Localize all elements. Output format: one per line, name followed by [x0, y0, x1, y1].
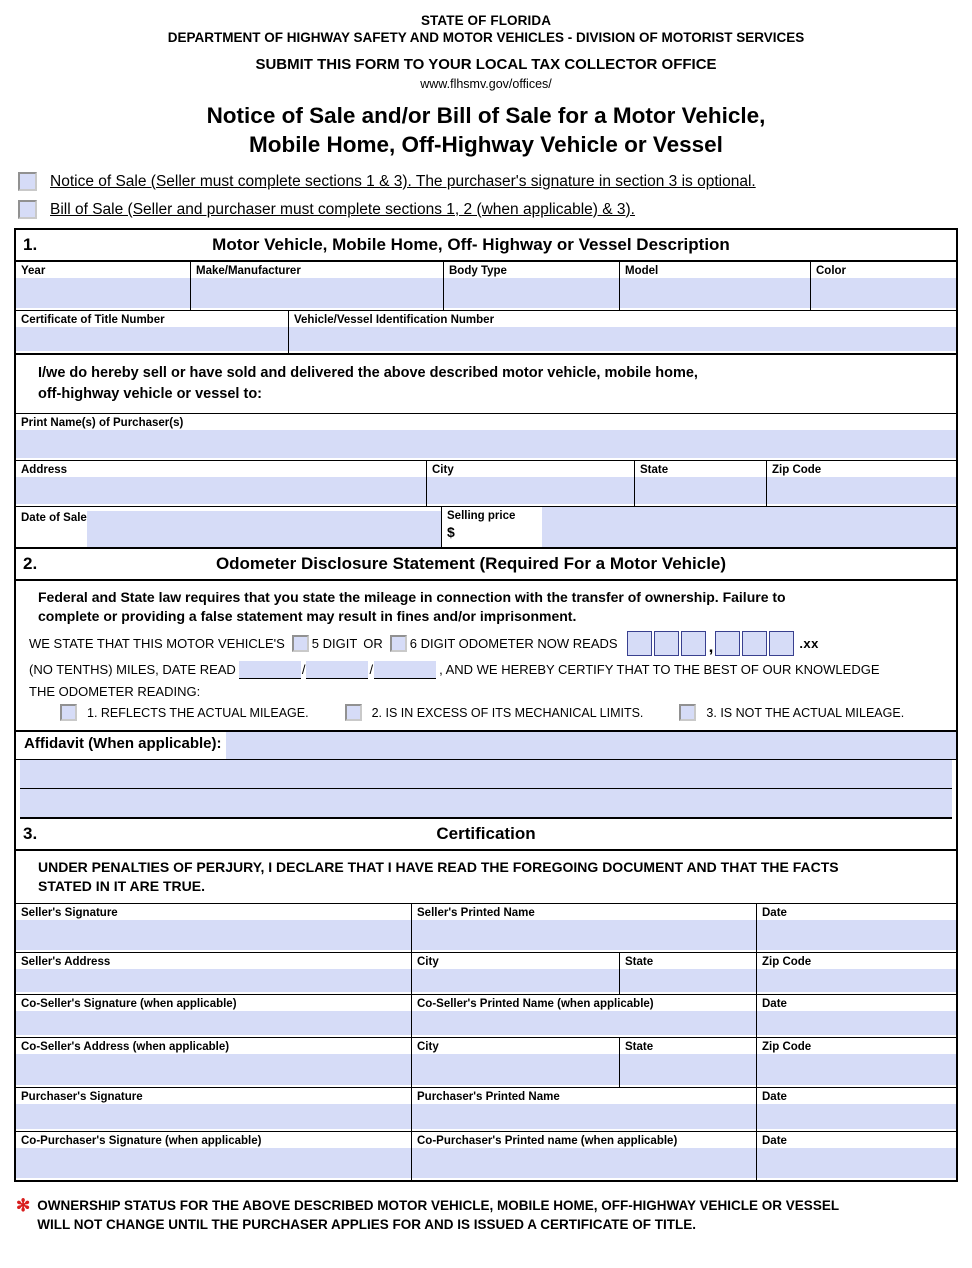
field-seller-signature-input[interactable]: [16, 920, 411, 950]
field-make-label: Make/Manufacturer: [196, 265, 301, 277]
field-copurchaser-signature-label: Co-Purchaser's Signature (when applicable): [21, 1135, 262, 1147]
footer-text: [37, 1196, 839, 1234]
field-seller-state-input[interactable]: [620, 969, 756, 992]
field-purchaser-names-input[interactable]: [16, 430, 956, 458]
date-read-year-input[interactable]: [374, 661, 436, 679]
label-6-digit: 6 DIGIT ODOMETER NOW READS: [409, 635, 618, 651]
odometer-digit-box[interactable]: [654, 631, 679, 656]
field-vin-input[interactable]: [289, 327, 956, 351]
odometer-disclosure-body: [16, 581, 956, 732]
footer-line2: WILL NOT CHANGE UNTIL THE PURCHASER APPLIES FOR AND IS ISSUED A CERTIFICATE OF TITLE.: [37, 1217, 697, 1232]
field-model-input[interactable]: [620, 278, 810, 308]
date-read-day-input[interactable]: [306, 661, 368, 679]
purchaser-names-row: [16, 414, 956, 461]
field-purchaser-printed-name-label: Purchaser's Printed Name: [417, 1091, 560, 1103]
page-title-line1: Notice of Sale and/or Bill of Sale for a Motor Vehicle,: [206, 103, 766, 128]
field-seller-date[interactable]: [757, 904, 956, 952]
field-coseller-city-input[interactable]: [412, 1054, 619, 1085]
field-coseller-state-input[interactable]: [620, 1054, 756, 1085]
field-coseller-address[interactable]: [16, 1038, 412, 1087]
perjury-statement-line2: STATED IN IT ARE TRUE.: [38, 878, 205, 894]
odometer-digit-box[interactable]: [769, 631, 794, 656]
field-seller-state-label: State: [625, 956, 654, 968]
field-coseller-printed-name-input[interactable]: [412, 1011, 756, 1035]
checkbox-not-actual-mileage[interactable]: [679, 704, 696, 721]
sell-statement: [16, 355, 956, 414]
checkbox-actual-mileage[interactable]: [60, 704, 77, 721]
field-seller-signature-label: Seller's Signature: [21, 907, 118, 919]
field-seller-zip[interactable]: [757, 953, 956, 994]
form-body: [14, 228, 958, 1182]
field-seller-address-label: Seller's Address: [21, 956, 111, 968]
date-read-month-input[interactable]: [239, 661, 301, 679]
field-selling-price-labelgroup: [442, 507, 542, 547]
odometer-decimal: .xx: [799, 635, 819, 651]
field-purchaser-city-input[interactable]: [427, 477, 634, 504]
field-date-of-sale[interactable]: [16, 507, 442, 547]
field-copurchaser-printed-name-label: Co-Purchaser's Printed name (when applicable): [417, 1135, 678, 1147]
section-1-header: [16, 230, 956, 262]
affidavit-line-3[interactable]: [20, 789, 952, 819]
odometer-digit-boxes: [627, 631, 819, 656]
field-copurchaser-date[interactable]: [757, 1132, 956, 1180]
field-seller-signature[interactable]: [16, 904, 412, 952]
field-purchaser-zip-input[interactable]: [767, 477, 956, 504]
tenths-lead-label: (NO TENTHS) MILES, DATE READ: [29, 662, 236, 677]
affidavit-row: [16, 732, 956, 760]
submit-instruction: SUBMIT THIS FORM TO YOUR LOCAL TAX COLLECTOR OFFICE: [255, 56, 717, 73]
field-vin-label: Vehicle/Vessel Identification Number: [294, 314, 495, 326]
agency-url: www.flhsmv.gov/offices/: [420, 77, 552, 91]
field-seller-state[interactable]: [620, 953, 757, 994]
perjury-statement-line1: UNDER PENALTIES OF PERJURY, I DECLARE THAT I HAVE READ THE FOREGOING DOCUMENT AND THAT THE FACTS: [38, 859, 839, 875]
field-coseller-state[interactable]: [620, 1038, 757, 1087]
affidavit-line-2[interactable]: [20, 760, 952, 789]
page-title: [0, 101, 972, 159]
tenths-tail-label: , AND WE HEREBY CERTIFY THAT TO THE BEST OF OUR KNOWLEDGE: [439, 662, 880, 677]
field-selling-price[interactable]: [442, 507, 956, 547]
section-3-header: [16, 819, 956, 851]
field-make[interactable]: [191, 262, 444, 310]
field-color-input[interactable]: [811, 278, 956, 308]
odometer-statement-line: [26, 631, 946, 656]
field-color[interactable]: [811, 262, 956, 310]
field-coseller-address-label: Co-Seller's Address (when applicable): [21, 1041, 230, 1053]
field-purchaser-printed-name[interactable]: [412, 1088, 757, 1131]
field-purchaser-date[interactable]: [757, 1088, 956, 1131]
form-type-option-label: Notice of Sale (Seller must complete sections 1 & 3). The purchaser's signature in section 3 is optional.: [50, 172, 756, 190]
field-coseller-signature[interactable]: [16, 995, 412, 1037]
field-purchaser-names-label: Print Name(s) of Purchaser(s): [21, 417, 184, 429]
form-type-option-notice-of-sale[interactable]: [18, 172, 972, 191]
field-vin[interactable]: [289, 311, 956, 353]
field-color-label: Color: [816, 265, 847, 277]
field-purchaser-date-input[interactable]: [757, 1104, 956, 1129]
footer-note: [16, 1196, 956, 1234]
field-copurchaser-printed-name[interactable]: [412, 1132, 757, 1180]
seller-address-row: [16, 953, 956, 995]
odometer-reading-label: THE ODOMETER READING:: [29, 684, 201, 699]
field-coseller-date-input[interactable]: [757, 1011, 956, 1035]
field-coseller-zip[interactable]: [757, 1038, 956, 1087]
field-seller-date-label: Date: [762, 907, 787, 919]
checkbox-6-digit[interactable]: [390, 635, 407, 652]
form-type-option-bill-of-sale[interactable]: [18, 200, 972, 219]
field-purchaser-address-input[interactable]: [16, 477, 426, 504]
field-purchaser-state-input[interactable]: [635, 477, 766, 504]
field-coseller-address-input[interactable]: [16, 1054, 411, 1085]
odometer-option-label: 1. REFLECTS THE ACTUAL MILEAGE.: [87, 705, 309, 720]
seller-signature-row: [16, 904, 956, 953]
odometer-option-mechanical-limits[interactable]: [335, 704, 644, 721]
affidavit-label: Affidavit (When applicable):: [24, 735, 222, 752]
field-coseller-signature-input[interactable]: [16, 1011, 411, 1035]
field-date-of-sale-input[interactable]: [87, 511, 441, 547]
coseller-signature-row: [16, 995, 956, 1038]
form-type-options: [0, 172, 972, 219]
field-seller-printed-name[interactable]: [412, 904, 757, 952]
field-selling-price-input[interactable]: [542, 507, 956, 547]
field-copurchaser-signature[interactable]: [16, 1132, 412, 1180]
odometer-intro-line1: Federal and State law requires that you state the mileage in connection with the transfer of ownership. Failure to: [38, 589, 786, 605]
field-certificate-of-title-number[interactable]: [16, 311, 289, 353]
odometer-date-read-line: [26, 661, 946, 679]
coseller-address-row: [16, 1038, 956, 1088]
section-2-number: 2.: [23, 554, 38, 573]
field-certificate-of-title-number-input[interactable]: [16, 327, 288, 351]
odometer-digit-box[interactable]: [715, 631, 740, 656]
page-title-line2: Mobile Home, Off-Highway Vehicle or Vessel: [249, 132, 723, 157]
field-purchaser-city[interactable]: [427, 461, 635, 506]
checkbox-notice-of-sale[interactable]: [18, 172, 37, 191]
purchaser-signature-row: [16, 1088, 956, 1132]
field-purchaser-date-label: Date: [762, 1091, 787, 1103]
field-copurchaser-signature-input[interactable]: [16, 1148, 411, 1178]
field-body-type[interactable]: [444, 262, 620, 310]
field-coseller-city[interactable]: [412, 1038, 620, 1087]
field-purchaser-names[interactable]: [16, 414, 956, 460]
field-model[interactable]: [620, 262, 811, 310]
field-seller-city-label: City: [417, 956, 439, 968]
department-heading: DEPARTMENT OF HIGHWAY SAFETY AND MOTOR VEHICLES - DIVISION OF MOTORIST SERVICES: [167, 30, 805, 45]
checkbox-bill-of-sale[interactable]: [18, 200, 37, 219]
field-seller-zip-input[interactable]: [757, 969, 956, 992]
form-type-option-label: Bill of Sale (Seller and purchaser must complete sections 1, 2 (when applicable) & 3).: [50, 200, 635, 218]
odometer-digit-box[interactable]: [681, 631, 706, 656]
field-seller-address-input[interactable]: [16, 969, 411, 992]
odometer-digit-box[interactable]: [742, 631, 767, 656]
field-coseller-printed-name[interactable]: [412, 995, 757, 1037]
label-or: OR: [363, 635, 383, 651]
checkbox-mechanical-limits[interactable]: [345, 704, 362, 721]
field-body-type-label: Body Type: [449, 265, 507, 277]
field-coseller-zip-label: Zip Code: [762, 1041, 812, 1053]
field-purchaser-address[interactable]: [16, 461, 427, 506]
field-year-input[interactable]: [16, 278, 190, 308]
field-year-label: Year: [21, 265, 46, 277]
field-purchaser-signature-label: Purchaser's Signature: [21, 1091, 143, 1103]
field-coseller-date[interactable]: [757, 995, 956, 1037]
date-separator: /: [369, 662, 374, 677]
odometer-option-label: 2. IS IN EXCESS OF ITS MECHANICAL LIMITS.: [371, 705, 644, 720]
field-purchaser-printed-name-input[interactable]: [412, 1104, 756, 1129]
field-purchaser-city-label: City: [432, 464, 454, 476]
section-2-header: [16, 549, 956, 581]
section-1-title: Motor Vehicle, Mobile Home, Off- Highway or Vessel Description: [212, 235, 730, 254]
field-copurchaser-date-label: Date: [762, 1135, 787, 1147]
sale-details-row: [16, 507, 956, 549]
document-header: [0, 0, 972, 159]
field-copurchaser-printed-name-input[interactable]: [412, 1148, 756, 1178]
sell-statement-line2: off-highway vehicle or vessel to:: [38, 386, 262, 402]
field-model-label: Model: [625, 265, 659, 277]
field-seller-city[interactable]: [412, 953, 620, 994]
field-year[interactable]: [16, 262, 191, 310]
field-purchaser-signature[interactable]: [16, 1088, 412, 1131]
section-2-title: Odometer Disclosure Statement (Required For a Motor Vehicle): [215, 554, 727, 573]
odometer-option-actual-mileage[interactable]: [50, 704, 309, 721]
vehicle-description-row: [16, 262, 956, 311]
perjury-statement: [16, 851, 956, 904]
odometer-option-not-actual-mileage[interactable]: [669, 704, 904, 721]
field-seller-city-input[interactable]: [412, 969, 619, 992]
sell-statement-line1: I/we do hereby sell or have sold and delivered the above described motor vehicle, mobile home,: [38, 365, 698, 381]
field-seller-printed-name-label: Seller's Printed Name: [417, 907, 535, 919]
field-coseller-printed-name-label: Co-Seller's Printed Name (when applicable): [417, 998, 654, 1010]
section-3-title: Certification: [436, 824, 536, 843]
odometer-statement-lead: WE STATE THAT THIS MOTOR VEHICLE'S: [29, 635, 285, 651]
field-purchaser-state-label: State: [640, 464, 669, 476]
purchaser-address-row: [16, 461, 956, 507]
field-seller-date-input[interactable]: [757, 920, 956, 950]
section-1-number: 1.: [23, 235, 38, 254]
affidavit-input[interactable]: [226, 732, 956, 759]
field-selling-price-currency: $: [447, 524, 455, 540]
field-seller-address[interactable]: [16, 953, 412, 994]
label-5-digit: 5 DIGIT: [311, 635, 358, 651]
state-heading: STATE OF FLORIDA: [420, 13, 552, 28]
odometer-intro-line2: complete or providing a false statement may result in fines and/or imprisonment.: [38, 608, 577, 624]
odometer-digit-box[interactable]: [627, 631, 652, 656]
date-separator: /: [301, 662, 306, 677]
checkbox-5-digit[interactable]: [292, 635, 309, 652]
field-coseller-date-label: Date: [762, 998, 787, 1010]
field-body-type-input[interactable]: [444, 278, 619, 308]
field-seller-printed-name-input[interactable]: [412, 920, 756, 950]
footer-line1: OWNERSHIP STATUS FOR THE ABOVE DESCRIBED MOTOR VEHICLE, MOBILE HOME, OFF-HIGHWAY VEHICLE OR VESSEL: [37, 1198, 840, 1213]
field-seller-zip-label: Zip Code: [762, 956, 812, 968]
field-coseller-signature-label: Co-Seller's Signature (when applicable): [21, 998, 237, 1010]
field-coseller-state-label: State: [625, 1041, 654, 1053]
field-coseller-city-label: City: [417, 1041, 439, 1053]
field-purchaser-zip[interactable]: [767, 461, 956, 506]
field-date-of-sale-label: Date of Sale: [21, 512, 87, 524]
title-number-row: [16, 311, 956, 355]
field-purchaser-state[interactable]: [635, 461, 767, 506]
odometer-option-label: 3. IS NOT THE ACTUAL MILEAGE.: [706, 705, 905, 720]
copurchaser-signature-row: [16, 1132, 956, 1182]
field-purchaser-zip-label: Zip Code: [772, 464, 822, 476]
field-make-input[interactable]: [191, 278, 443, 308]
field-copurchaser-date-input[interactable]: [757, 1148, 956, 1178]
field-purchaser-address-label: Address: [21, 464, 68, 476]
field-certificate-of-title-number-label: Certificate of Title Number: [21, 314, 165, 326]
odometer-reading-options: [26, 699, 946, 724]
field-purchaser-signature-input[interactable]: [16, 1104, 411, 1129]
field-coseller-zip-input[interactable]: [757, 1054, 956, 1085]
asterisk-icon: ✻: [16, 1196, 31, 1215]
odometer-intro: [26, 588, 946, 631]
field-selling-price-label: Selling price: [447, 510, 516, 522]
odometer-comma: ,: [708, 637, 714, 656]
section-3-number: 3.: [23, 824, 38, 843]
